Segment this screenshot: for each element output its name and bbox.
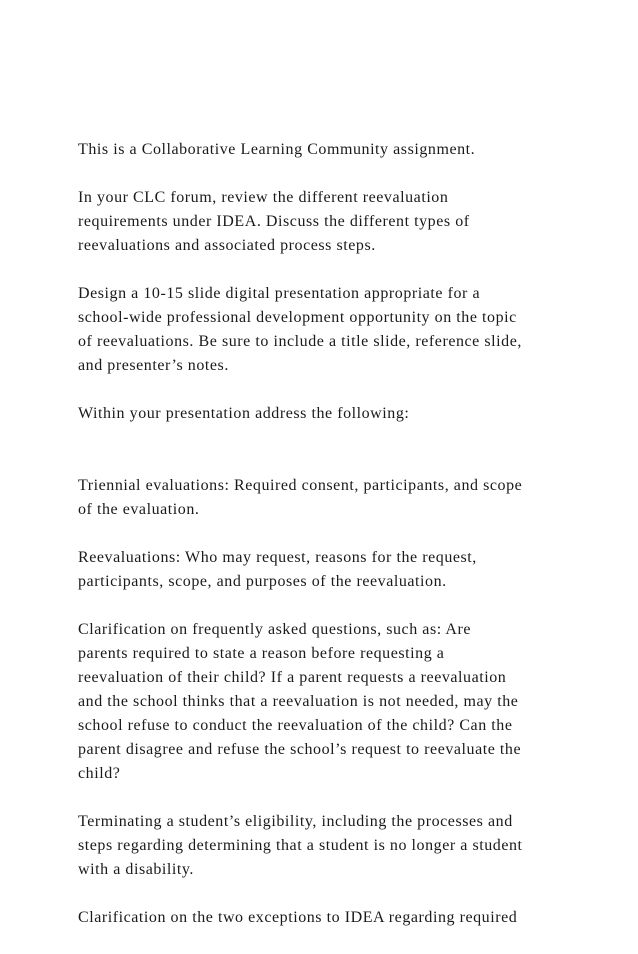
paragraph-within bbox=[78, 402, 568, 426]
paragraph-exceptions bbox=[78, 906, 568, 930]
text-line: with a disability. bbox=[78, 861, 194, 878]
text-line: school refuse to conduct the reevaluation of the child? Can the bbox=[78, 717, 513, 734]
text-line: reevaluations and associated process steps. bbox=[78, 237, 376, 254]
text-line: In your CLC forum, review the different reevaluation bbox=[78, 189, 449, 206]
text-line: Triennial evaluations: Required consent, participants, and scope bbox=[78, 477, 523, 494]
text-line: Within your presentation address the following: bbox=[78, 405, 410, 422]
text-line: parents required to state a reason before requesting a bbox=[78, 645, 445, 662]
text-line: child? bbox=[78, 765, 121, 782]
text-line: Clarification on the two exceptions to IDEA regarding required bbox=[78, 909, 518, 926]
paragraph-clc-forum bbox=[78, 186, 568, 258]
paragraph-reevaluations bbox=[78, 546, 568, 594]
text-line: and the school thinks that a reevaluation is not needed, may the bbox=[78, 693, 519, 710]
text-line: Clarification on frequently asked questions, such as: Are bbox=[78, 621, 472, 638]
paragraph-terminating bbox=[78, 810, 568, 882]
text-line: This is a Collaborative Learning Community assignment. bbox=[78, 141, 476, 158]
text-line: school-wide professional development opportunity on the topic bbox=[78, 309, 517, 326]
text-line: parent disagree and refuse the school’s request to reevaluate the bbox=[78, 741, 522, 758]
text-line: steps regarding determining that a student is no longer a student bbox=[78, 837, 523, 854]
document-body bbox=[78, 138, 568, 954]
text-line: Terminating a student’s eligibility, including the processes and bbox=[78, 813, 513, 830]
text-line: of the evaluation. bbox=[78, 501, 200, 518]
paragraph-triennial bbox=[78, 474, 568, 522]
text-line: and presenter’s notes. bbox=[78, 357, 229, 374]
paragraph-faq bbox=[78, 618, 568, 786]
text-line: participants, scope, and purposes of the reevaluation. bbox=[78, 573, 447, 590]
paragraph-design bbox=[78, 282, 568, 378]
paragraph-intro bbox=[78, 138, 568, 162]
text-line: reevaluation of their child? If a parent requests a reevaluation bbox=[78, 669, 507, 686]
text-line: requirements under IDEA. Discuss the different types of bbox=[78, 213, 470, 230]
text-line: Reevaluations: Who may request, reasons for the request, bbox=[78, 549, 477, 566]
text-line: Design a 10-15 slide digital presentation appropriate for a bbox=[78, 285, 481, 302]
text-line: of reevaluations. Be sure to include a title slide, reference slide, bbox=[78, 333, 522, 350]
